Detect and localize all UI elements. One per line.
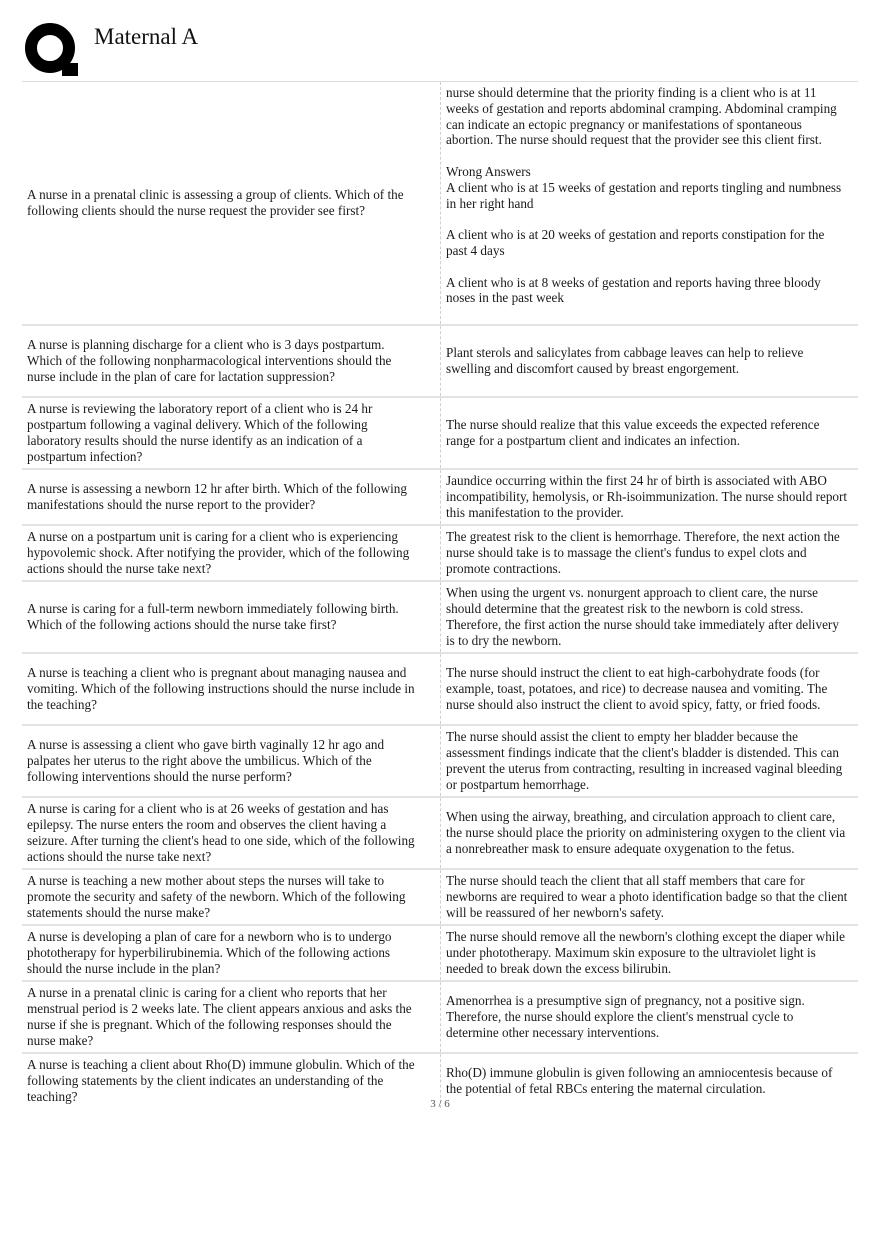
question-text: A nurse is assessing a client who gave birth vaginally 12 hr ago and palpates her uterus to the right above the umbilicus. Which of the following interventions should the nurse perform? <box>27 737 385 784</box>
question-cell <box>22 982 440 1052</box>
qa-table <box>22 82 858 1108</box>
wrong-answer-item: A client who is at 15 weeks of gestation and reports tingling and numbness in her right hand <box>446 179 842 211</box>
answer-text: Jaundice occurring within the first 24 hr of birth is associated with ABO incompatibility, hemolysis, or Rh-isoimmunization. The nurse should report this manifestation to the provider. <box>446 473 848 520</box>
answer-cell <box>440 82 858 324</box>
answer-cell <box>440 982 858 1052</box>
question-text: A nurse is caring for a full-term newborn immediately following birth. Which of the following actions should the nurse take first? <box>27 601 399 632</box>
table-row <box>22 326 858 398</box>
answer-cell <box>440 470 858 524</box>
question-text: A nurse is teaching a new mother about steps the nurses will take to promote the security and safety of the newborn. Which of the following statements should the nurse make? <box>27 873 406 920</box>
question-cell <box>22 326 440 396</box>
page-number: 3 / 6 <box>430 1098 450 1110</box>
question-cell <box>22 926 440 980</box>
answer-text: When using the urgent vs. nonurgent approach to client care, the nurse should determine that the greatest risk to the newborn is cold stress. Therefore, the first action the nurse should take immediately after delivery is to dry the newborn. <box>446 585 839 648</box>
question-cell <box>22 470 440 524</box>
table-row <box>22 582 858 654</box>
question-text: A nurse is caring for a client who is at 26 weeks of gestation and has epilepsy. The nurse enters the room and observes the client having a seizure. After turning the client's head to one side, which of the following actions should the nurse take next? <box>27 801 415 864</box>
answer-text: Rho(D) immune globulin is given following an amniocentesis because of the potential of fetal RBCs entering the maternal circulation. <box>446 1065 833 1096</box>
table-row <box>22 470 858 526</box>
question-text: A nurse is developing a plan of care for a newborn who is to undergo phototherapy for hyperbilirubinemia. Which of the following actions should the nurse include in the plan? <box>27 929 392 976</box>
answer-text: nurse should determine that the priority finding is a client who is at 11 weeks of gestation and reports abdominal cramping. Abdominal cramping can indicate an ectopic pregnancy or manifestations of spontaneous abortion. The nurse should request that the provider see this client first. <box>446 85 837 148</box>
wrong-answer-item: A client who is at 20 weeks of gestation and reports constipation for the past 4 days <box>446 227 825 258</box>
question-text: A nurse is teaching a client about Rho(D) immune globulin. Which of the following statements by the client indicates an understanding of the teaching? <box>27 1057 415 1104</box>
question-cell <box>22 526 440 580</box>
question-cell <box>22 726 440 796</box>
answer-cell <box>440 926 858 980</box>
table-row <box>22 526 858 582</box>
question-cell <box>22 582 440 652</box>
answer-text: Amenorrhea is a presumptive sign of pregnancy, not a positive sign. Therefore, the nurse should explore the client's menstrual cycle to determine other necessary interventions. <box>446 993 805 1040</box>
table-row <box>22 654 858 726</box>
question-text: A nurse is assessing a newborn 12 hr after birth. Which of the following manifestations should the nurse report to the provider? <box>27 481 407 512</box>
question-text: A nurse on a postpartum unit is caring for a client who is experiencing hypovolemic shock. After notifying the provider, which of the following actions should the nurse take next? <box>27 529 410 576</box>
wrong-answers-label: Wrong Answers <box>446 163 531 179</box>
answer-text: When using the airway, breathing, and circulation approach to client care, the nurse should place the priority on administering oxygen to the client via a nonrebreather mask to ensure adequate oxygenation to the fetus. <box>446 809 846 856</box>
answer-text: The nurse should instruct the client to eat high-carbohydrate foods (for example, toast, potatoes, and rice) to decrease nausea and vomiting. The nurse should also instruct the client to avoid spicy, fatty, or fried foods. <box>446 665 828 712</box>
answer-text: The nurse should realize that this value exceeds the expected reference range for a postpartum client and indicates an infection. <box>446 417 820 448</box>
answer-cell <box>440 326 858 396</box>
wrong-answer-item: A client who is at 8 weeks of gestation and reports having three bloody noses in the past week <box>446 274 821 306</box>
document-title: Maternal A <box>94 24 199 49</box>
page-header <box>0 0 880 82</box>
table-row <box>22 798 858 870</box>
question-cell <box>22 398 440 468</box>
answer-cell <box>440 870 858 924</box>
question-cell <box>22 870 440 924</box>
question-text: A nurse is teaching a client who is pregnant about managing nausea and vomiting. Which of the following instructions should the nurse include in the teaching? <box>27 665 415 712</box>
answer-text: The nurse should assist the client to empty her bladder because the assessment findings indicate that the client's bladder is distended. This can prevent the uterus from contracting, resulting in increased vaginal bleeding or postpartum hemorrhage. <box>446 729 843 792</box>
question-text: A nurse is planning discharge for a client who is 3 days postpartum. Which of the following nonpharmacological interventions should the nurse include in the plan of care for lactation suppression? <box>27 337 392 384</box>
answer-text: The nurse should remove all the newborn's clothing except the diaper while under phototherapy. Maximum skin exposure to the ultraviolet light is needed to break down the excess bilirubin. <box>446 929 845 976</box>
answer-cell <box>440 526 858 580</box>
question-text: A nurse in a prenatal clinic is caring for a client who reports that her menstrual period is 2 weeks late. The client appears anxious and asks the nurse if she is pregnant. Which of the following responses should the nurse make? <box>27 985 412 1048</box>
q-logo-icon <box>24 21 78 77</box>
table-row <box>22 982 858 1054</box>
answer-cell <box>440 798 858 868</box>
table-row <box>22 870 858 926</box>
question-cell <box>22 798 440 868</box>
answer-cell <box>440 726 858 796</box>
answer-text: The greatest risk to the client is hemorrhage. Therefore, the next action the nurse should take is to massage the client's fundus to expel clots and promote contractions. <box>446 529 840 576</box>
answer-cell <box>440 398 858 468</box>
question-cell <box>22 654 440 724</box>
answer-cell <box>440 654 858 724</box>
table-row <box>22 726 858 798</box>
table-row <box>22 926 858 982</box>
table-row <box>22 398 858 470</box>
answer-cell <box>440 582 858 652</box>
answer-text: The nurse should teach the client that all staff members that care for newborns are required to wear a photo identification badge so that the client will be reassured of her newborn's safety. <box>446 873 848 920</box>
question-text: A nurse is reviewing the laboratory report of a client who is 24 hr postpartum following a vaginal delivery. Which of the following laboratory results should the nurse identify as an indication of a postpartum infection? <box>27 401 373 464</box>
question-cell <box>22 82 440 324</box>
answer-text: Plant sterols and salicylates from cabbage leaves can help to relieve swelling and discomfort caused by breast engorgement. <box>446 345 804 376</box>
question-text: A nurse in a prenatal clinic is assessing a group of clients. Which of the following clients should the nurse request the provider see first? <box>27 187 404 218</box>
table-row <box>22 82 858 326</box>
